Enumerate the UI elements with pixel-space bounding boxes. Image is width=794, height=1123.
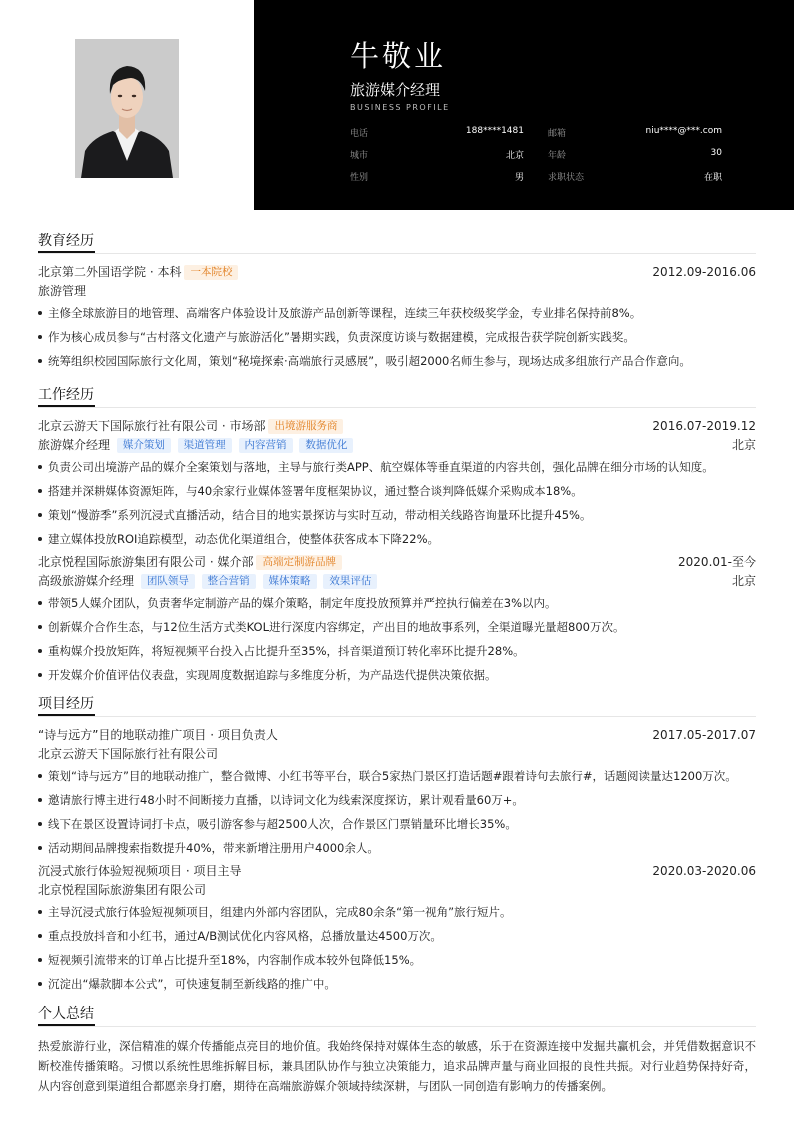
profile-photo <box>75 39 179 178</box>
list-item: 带领5人媒介团队，负责奢华定制游产品的媒介策略，制定年度投放预算并严控执行偏差在3%以内。 <box>38 591 756 615</box>
education-bullets <box>38 301 756 373</box>
info-phone <box>350 126 524 140</box>
project-bullets <box>38 900 756 996</box>
work-section <box>38 386 756 687</box>
section-title: 个人总结 <box>38 1005 756 1027</box>
company-tag: 高端定制游品牌 <box>256 555 342 570</box>
list-item: 创新媒介合作生态，与12位生活方式类KOL进行深度内容绑定，产出目的地故事系列，全渠道曝光量超800万次。 <box>38 615 756 639</box>
skill-tag: 团队领导 <box>141 574 195 589</box>
skill-tag: 媒介策划 <box>117 438 171 453</box>
list-item: 主导沉浸式旅行体验短视频项目，组建内外部内容团队，完成80余条“第一视角”旅行短片。 <box>38 900 756 924</box>
list-item: 短视频引流带来的订单占比提升至18%，内容制作成本较外包降低15%。 <box>38 948 756 972</box>
info-value: niu****@***.com <box>645 126 722 136</box>
section-title: 项目经历 <box>38 695 756 717</box>
school-name: 北京第二外国语学院 · 本科 <box>38 265 182 279</box>
company-name: 北京悦程国际旅游集团有限公司 · 媒介部 <box>38 555 254 569</box>
education-section <box>38 232 756 373</box>
list-item: 建立媒体投放ROI追踪模型，动态优化渠道组合，使整体获客成本下降22%。 <box>38 527 756 551</box>
summary-section <box>38 1005 756 1096</box>
education-header <box>38 263 756 282</box>
info-label: 性别 <box>350 173 369 183</box>
job-position-row <box>38 436 756 455</box>
project-entry <box>38 862 756 996</box>
skill-tag: 效果评估 <box>323 574 377 589</box>
company-name: 北京云游天下国际旅行社有限公司 · 市场部 <box>38 419 266 433</box>
candidate-name: 牛敬业 <box>350 39 447 73</box>
list-item: 统筹组织校园国际旅行文化周，策划“秘境探索·高端旅行灵感展”，吸引超2000名师生参与，现场达成多组旅行产品合作意向。 <box>38 349 756 373</box>
skill-tag: 渠道管理 <box>178 438 232 453</box>
job-header <box>38 417 756 436</box>
company-tag: 出境游服务商 <box>268 419 343 434</box>
info-value: 在职 <box>703 173 722 183</box>
info-value: 男 <box>514 173 524 183</box>
education-period: 2012.09-2016.06 <box>652 265 756 279</box>
job-period: 2016.07-2019.12 <box>652 419 756 433</box>
info-label: 邮箱 <box>548 129 567 139</box>
info-age <box>548 148 722 162</box>
info-gender <box>350 170 524 184</box>
info-label: 城市 <box>350 151 369 161</box>
job-bullets <box>38 455 756 551</box>
job-entry <box>38 417 756 551</box>
info-value: 30 <box>710 148 722 158</box>
header-subtitle: BUSINESS PROFILE <box>350 103 450 112</box>
list-item: 邀请旅行博主进行48小时不间断接力直播，以诗词文化为线索深度探访，累计观看量60万+。 <box>38 788 756 812</box>
section-title: 工作经历 <box>38 386 756 408</box>
project-name: 沉浸式旅行体验短视频项目 · 项目主导 <box>38 864 242 878</box>
list-item: 策划“慢游季”系列沉浸式直播活动，结合目的地实景探访与实时互动，带动相关线路咨询量环比提升45%。 <box>38 503 756 527</box>
info-job-status <box>548 170 722 184</box>
project-bullets <box>38 764 756 860</box>
school-tag: 一本院校 <box>184 265 238 280</box>
list-item: 作为核心成员参与“古村落文化遗产与旅游活化”暑期实践，负责深度访谈与数据建模，完成报告获学院创新实践奖。 <box>38 325 756 349</box>
job-header <box>38 553 756 572</box>
project-name: “诗与远方”目的地联动推广项目 · 项目负责人 <box>38 728 278 742</box>
list-item: 线下在景区设置诗词打卡点，吸引游客参与超2500人次，合作景区门票销量环比增长35%。 <box>38 812 756 836</box>
section-title: 教育经历 <box>38 232 756 254</box>
list-item: 重构媒介投放矩阵，将短视频平台投入占比提升至35%，抖音渠道预订转化率环比提升28%。 <box>38 639 756 663</box>
info-value: 北京 <box>505 151 524 161</box>
job-city: 北京 <box>731 438 756 452</box>
candidate-role: 旅游媒介经理 <box>350 81 441 99</box>
list-item: 策划“诗与远方”目的地联动推广，整合微博、小红书等平台，联合5家热门景区打造话题#跟着诗句去旅行#，话题阅读量达1200万次。 <box>38 764 756 788</box>
skill-tag: 整合营销 <box>202 574 256 589</box>
info-label: 电话 <box>350 129 369 139</box>
skill-tag: 数据优化 <box>299 438 353 453</box>
info-email <box>548 126 722 140</box>
skill-tag: 媒体策略 <box>263 574 317 589</box>
info-label: 求职状态 <box>548 173 585 183</box>
list-item: 负责公司出境游产品的媒介全案策划与落地，主导与旅行类APP、航空媒体等垂直渠道的内容共创，强化品牌在细分市场的认知度。 <box>38 455 756 479</box>
project-header <box>38 726 756 745</box>
list-item: 开发媒介价值评估仪表盘，实现周度数据追踪与多维度分析，为产品迭代提供决策依据。 <box>38 663 756 687</box>
project-header <box>38 862 756 881</box>
project-period: 2017.05-2017.07 <box>652 728 756 742</box>
project-org: 北京悦程国际旅游集团有限公司 <box>38 883 207 897</box>
summary-text: 热爱旅游行业，深信精准的媒介传播能点亮目的地价值。我始终保持对媒体生态的敏感，乐于在资源连接中发掘共赢机会，并凭借数据意识不断校准传播策略。习惯以系统性思维拆解目标，兼具团队协作与独立决策能力，追求品牌声量与商业回报的良性共振。对行业趋势保持好奇，从内容创意到渠道组合都愿亲身打磨，期待在高端旅游媒介领域持续深耕，与团队一同创造有影响力的传播案例。 <box>38 1039 756 1093</box>
resume-header <box>0 0 794 210</box>
job-position: 高级旅游媒介经理 <box>38 574 135 588</box>
project-entry <box>38 726 756 860</box>
job-period: 2020.01-至今 <box>678 555 756 569</box>
project-period: 2020.03-2020.06 <box>652 864 756 878</box>
job-entry <box>38 553 756 687</box>
list-item: 活动期间品牌搜索指数提升40%，带来新增注册用户4000余人。 <box>38 836 756 860</box>
info-city <box>350 148 524 162</box>
list-item: 重点投放抖音和小红书，通过A/B测试优化内容风格，总播放量达4500万次。 <box>38 924 756 948</box>
info-value: 188****1481 <box>465 126 524 136</box>
job-position-row <box>38 572 756 591</box>
job-city: 北京 <box>731 574 756 588</box>
job-bullets <box>38 591 756 687</box>
list-item: 主修全球旅游目的地管理、高端客户体验设计及旅游产品创新等课程，连续三年获校级奖学金，专业排名保持前8%。 <box>38 301 756 325</box>
job-position: 旅游媒介经理 <box>38 438 111 452</box>
info-label: 年龄 <box>548 151 567 161</box>
major: 旅游管理 <box>38 284 87 298</box>
list-item: 搭建并深耕媒体资源矩阵，与40余家行业媒体签署年度框架协议，通过整合谈判降低媒介采购成本18%。 <box>38 479 756 503</box>
project-org: 北京云游天下国际旅行社有限公司 <box>38 747 219 761</box>
projects-section <box>38 695 756 996</box>
list-item: 沉淀出“爆款脚本公式”，可快速复制至新线路的推广中。 <box>38 972 756 996</box>
header-panel <box>254 0 794 210</box>
skill-tag: 内容营销 <box>239 438 293 453</box>
